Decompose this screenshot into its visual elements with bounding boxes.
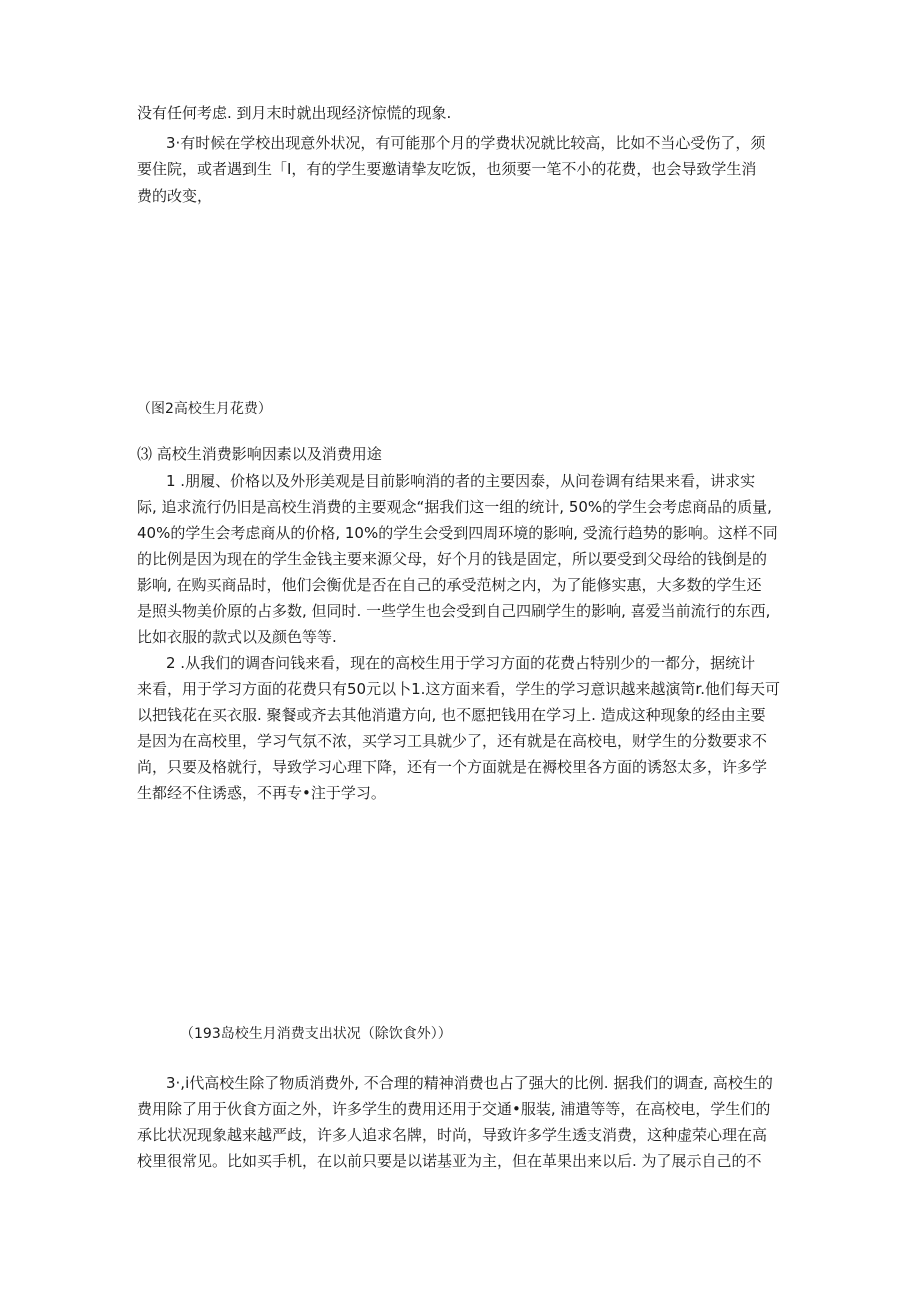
body-text-line: 1 .朋履、价格以及外形美观是目前影响消的者的主要因泰，从问卷调有结果来看，讲求实	[166, 472, 756, 490]
body-text-line: 2 .从我们的调杳问钱来看，现在的高校生用于学习方面的花费占特别少的一都分，据统计	[166, 654, 756, 672]
body-text-line: 费用除了用于伙食方面之外，许多学生的费用还用于交通•服装, 浦遣等等，在高校电，学生们的	[137, 1100, 771, 1118]
body-text-line: 以把钱花在买衣服. 聚餐或齐去其他消遣方向, 也不愿把钱用在学习上. 造成这种现象的经由主要	[137, 706, 766, 724]
figure-caption: （193岛校生月消费支出状况（除饮食外））	[180, 1026, 452, 1042]
body-text-line: 的比例是因为现在的学生金钱主要来源父母，好个月的钱是固定，所以要受到父母给的钱倒是的	[137, 550, 768, 568]
body-text-line: 是照头物美价原的占多数, 但同时. 一些学生也会受到自己四刷学生的影响, 喜爱当前流行的东西,	[137, 602, 771, 620]
body-text-line: 比如衣服的款式以及颜色等等.	[137, 628, 337, 646]
body-text-line: 校里很常见。比如买手机，在以前只要是以诺基亚为主，但在革果出来以后. 为了展示自己的不	[137, 1152, 762, 1170]
body-text-line: 费的改变，	[137, 187, 213, 205]
body-text-line: 承比状况现象越来越严歧，许多人追求名牌，时尚，导致许多学生透支消费，这种虚荣心理在高	[137, 1126, 768, 1144]
figure-caption: （图2高校生月花费）	[137, 401, 272, 417]
body-text-line: 尚，只要及格就行，导致学习心理下降，还有一个方面就是在褥校里各方面的诱怒太多，许多学	[137, 758, 768, 776]
body-text-line: 40%的学生会考虑商从的价格, 10%的学生会受到四周环境的影响, 受流行趋势的影响。这样不同	[137, 524, 778, 542]
body-text-line: 生都经不住诱惑，不再专•注于学习。	[137, 784, 386, 802]
section-heading: ⑶ 高校生消费影响因素以及消费用途	[137, 445, 382, 463]
body-text-line: 3·有时候在学校出现意外状况，有可能那个月的学费状况就比较高，比如不当心受伤了，须	[166, 134, 766, 152]
body-text-line: 是因为在高校里，学习气氛不浓，买学习工具就少了，还有就是在高校电，财学生的分数要求不	[137, 732, 768, 750]
body-text-line: 来看，用于学习方面的花费只有50元以卜1.这方面来看，学生的学习意识越来越演笥r.他们每天可	[137, 680, 780, 698]
body-text-line: 要住院，或者遇到生「I，有的学生要邀请挚友吃饭，也须要一笔不小的花费，也会导致学生消	[137, 160, 757, 178]
body-text-line: 影响, 在购买商品时，他们会衡优是否在自己的承受范树之内，为了能修实惠，大多数的学生还	[137, 576, 762, 594]
body-text-line: 没有任何考虑. 到月末时就出现经济惊慌的现象.	[137, 104, 452, 122]
body-text-line: 际, 追求流行仍旧是高校生消费的主要观念“据我们这一组的统计, 50%的学生会考虑商品的质量,	[137, 498, 772, 516]
body-text-line: 3·,i代高校生除了物质消费外, 不合理的精神消费也占了强大的比例. 据我们的调查, 高校生的	[166, 1074, 773, 1092]
